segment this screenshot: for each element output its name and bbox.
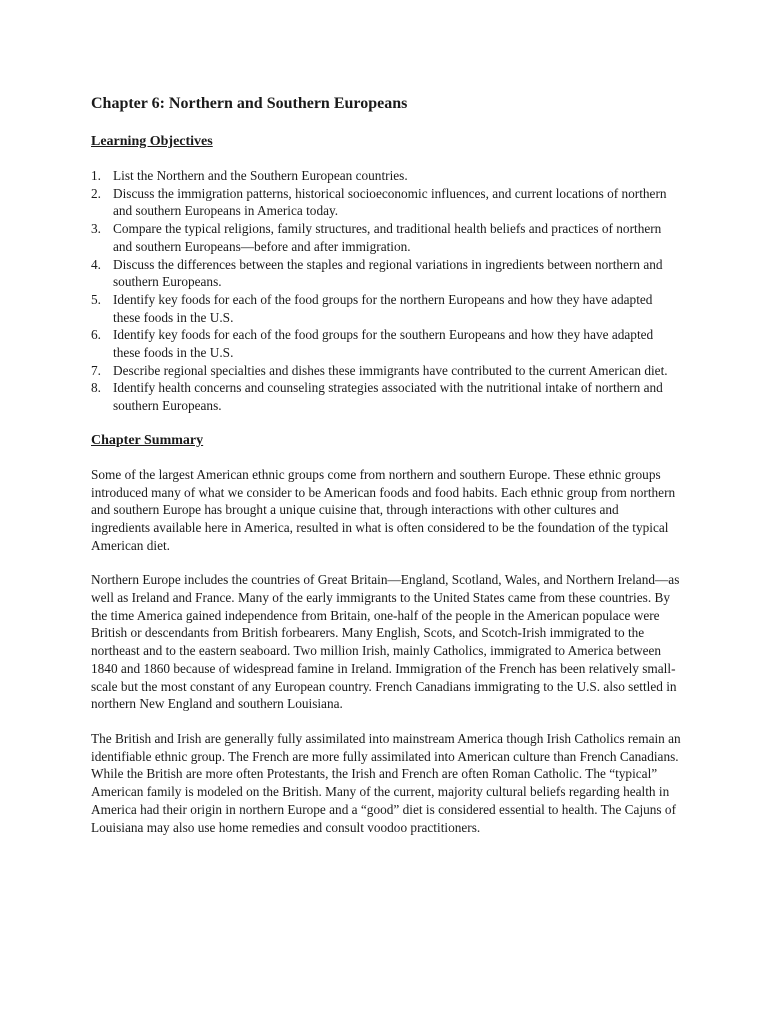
objective-item-8 [91, 379, 681, 414]
objective-text: Discuss the differences between the staples and regional variations in ingredients between northern and southern Europeans. [113, 256, 663, 290]
objective-text: List the Northern and the Southern European countries. [113, 168, 408, 183]
objective-item-7 [91, 362, 681, 380]
objective-number: 8. [91, 380, 101, 396]
objective-number: 7. [91, 362, 101, 378]
chapter-summary-heading: Chapter Summary [91, 432, 204, 448]
objective-text: Describe regional specialties and dishes these immigrants have contributed to the current American diet. [113, 362, 668, 378]
summary-paragraph-2: Northern Europe includes the countries of Great Britain—England, Scotland, Wales, and Northern Ireland—as well as Ireland and France. Many of the early immigrants to the United States came from these countries. By the time America gained independence from Britain, one-half of the people in the American populace were British or descendants from British forbearers. Many English, Scots, and Scotch-Irish immigrated to the northeast and to the eastern seaboard. Two million Irish, mainly Catholics, immigrated to America between 1840 and 1860 because of widespread famine in Ireland. Immigration of the French has been relatively small-scale but the most constant of any European country. French Canadians immigrating to the U.S. also settled in northern New England and southern Louisiana. [91, 572, 680, 712]
document-page [91, 94, 681, 836]
objective-item-6 [91, 326, 681, 361]
objective-item-1 [91, 167, 681, 185]
summary-paragraph-1: Some of the largest American ethnic groups come from northern and southern Europe. These ethnic groups introduced many of what we consider to be American foods and food habits. Each ethnic group from northern and southern Europe has brought a unique cuisine that, through interactions with other cultures and ingredients available here in America, resulted in what is often considered to be the foundation of the typical American diet. [91, 466, 676, 553]
objective-number: 3. [91, 221, 101, 237]
objective-item-4 [91, 256, 681, 291]
objective-number: 1. [91, 168, 101, 183]
objective-text: Identify key foods for each of the food groups for the northern Europeans and how they have adapted these foods in the U.S. [113, 291, 653, 325]
summary-paragraph-3: The British and Irish are generally fully assimilated into mainstream America though Irish Catholics remain an identifiable ethnic group. The French are more fully assimilated into American culture than French Canadians. While the British are more often Protestants, the Irish and French are often Roman Catholic. The “typical” American family is modeled on the British. Many of the current, majority cultural beliefs regarding health in America had their origin in northern Europe and a “good” diet is considered essential to health. The Cajuns of Louisiana may also use home remedies and consult voodoo practitioners. [91, 730, 681, 835]
objective-item-5 [91, 291, 681, 326]
objective-item-3 [91, 220, 681, 255]
objective-text: Identify key foods for each of the food groups for the southern Europeans and how they have adapted these foods in the U.S. [113, 327, 654, 361]
objective-item-2 [91, 185, 681, 220]
objective-number: 2. [91, 185, 101, 201]
objective-text: Compare the typical religions, family structures, and traditional health beliefs and practices of northern and southern Europeans—before and after immigration. [113, 221, 662, 254]
objective-number: 4. [91, 256, 101, 272]
chapter-title: Chapter 6: Northern and Southern Europeans [91, 95, 408, 112]
objective-number: 6. [91, 327, 101, 343]
objective-number: 5. [91, 291, 101, 307]
objective-text: Discuss the immigration patterns, historical socioeconomic influences, and current locations of northern and southern Europeans in America today. [113, 185, 667, 219]
learning-objectives-list [91, 167, 681, 415]
learning-objectives-heading: Learning Objectives [91, 134, 213, 149]
objective-text: Identify health concerns and counseling strategies associated with the nutritional intake of northern and southern Europeans. [113, 380, 663, 414]
